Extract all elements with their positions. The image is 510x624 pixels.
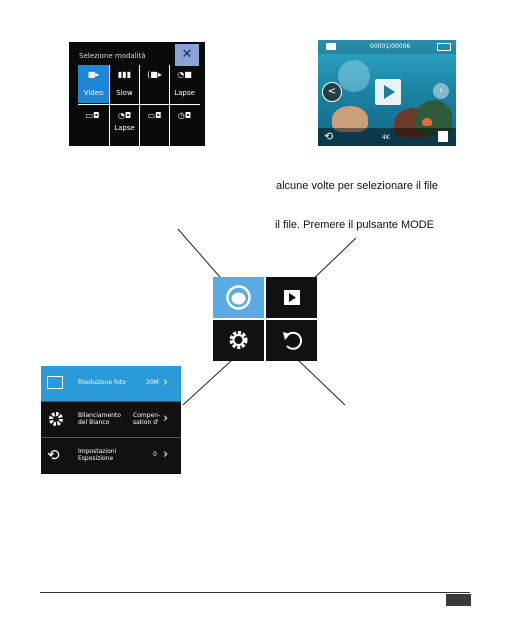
burst-photo-icon: ▭◘: [147, 111, 162, 120]
mode-video-lapse[interactable]: ◔■ Lapse: [170, 65, 199, 103]
back-icon[interactable]: ⟲: [324, 130, 334, 143]
footer-divider: [40, 592, 470, 593]
settings-row-photo-resolution[interactable]: Risoluzione foto 20M ›: [41, 366, 181, 401]
resolution-label: 4K: [382, 134, 390, 141]
settings-row-exposure[interactable]: ⟲ Impostazioni Esposizione 0 ›: [41, 438, 181, 473]
mode-photo-lapse[interactable]: ◔◘ Lapse: [110, 106, 139, 136]
loop-video-icon: (■▸: [147, 70, 162, 79]
settings-row-white-balance[interactable]: Bilanciamento del Bianco Compen- sation d' ›: [41, 402, 181, 437]
mode-video[interactable]: ■▸ Video: [78, 65, 109, 103]
playback-tile[interactable]: [266, 277, 317, 318]
photo-camera-icon: [47, 376, 63, 389]
page-number-badge: [446, 594, 471, 606]
mode-slow[interactable]: ▮▮▮ Slow: [110, 65, 139, 103]
main-menu-grid: [213, 277, 318, 360]
settings-icon: [213, 320, 264, 360]
chevron-right-icon: ›: [163, 375, 169, 390]
body-text-line-1: alcune volte per selezionare il file: [276, 180, 439, 192]
next-button[interactable]: ›: [433, 83, 449, 99]
playback-icon: [266, 277, 317, 318]
gear-icon: [47, 410, 65, 428]
mode-icon: [213, 277, 264, 318]
video-camera-icon: ■▸: [87, 70, 100, 79]
chevron-right-icon: ›: [163, 411, 169, 426]
mode-tile[interactable]: [213, 277, 264, 318]
chevron-right-icon: ›: [163, 447, 169, 462]
previous-button[interactable]: <: [322, 82, 342, 102]
close-button[interactable]: ✕: [175, 44, 199, 66]
time-lapse-photo-icon: ◔◘: [117, 111, 132, 120]
file-counter: 00001/00006: [370, 43, 411, 50]
timer-photo-icon: ◷◘: [177, 111, 192, 120]
back-icon: [266, 320, 317, 360]
settings-tile[interactable]: [213, 320, 264, 361]
body-text-line-2: il file. Premere il pulsante MODE: [275, 219, 434, 231]
slow-motion-icon: ▮▮▮: [117, 70, 132, 79]
photo-camera-icon: ▭◘: [85, 111, 100, 120]
time-lapse-video-icon: ◔■: [177, 70, 192, 79]
settings-panel: [41, 366, 181, 474]
mode-panel-title: Selezione modalità: [79, 52, 146, 60]
back-icon[interactable]: ⟲: [47, 446, 60, 464]
back-tile[interactable]: [266, 320, 317, 361]
